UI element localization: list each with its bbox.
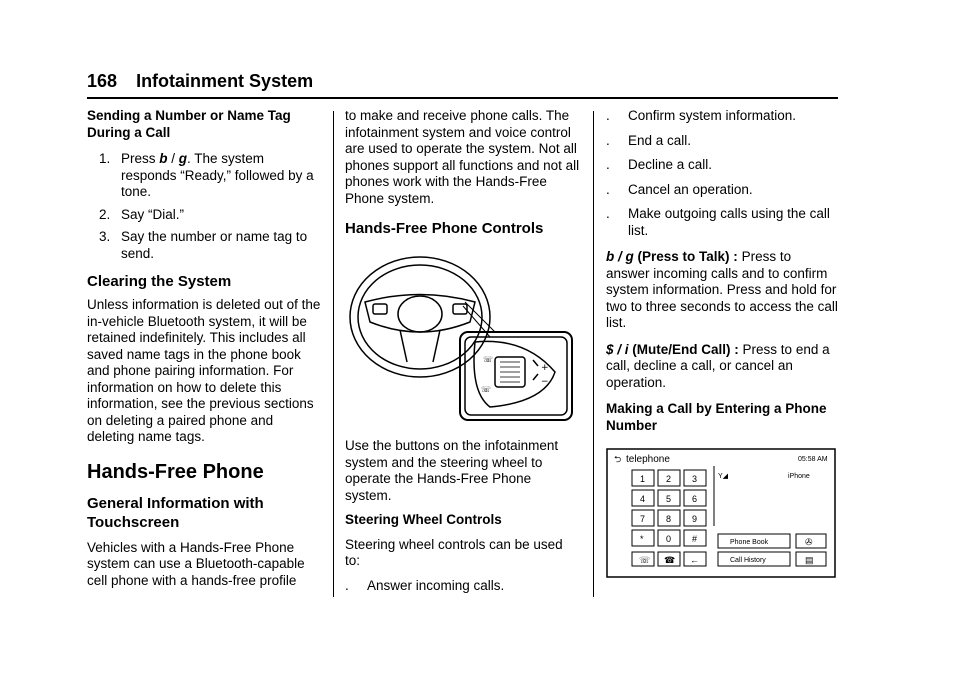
heading-controls: Hands-Free Phone Controls: [345, 220, 544, 237]
section-title: Infotainment System: [136, 71, 314, 91]
telephone-screen-illustration: [606, 448, 836, 578]
paragraph-mute-end: $ / i (Mute/End Call) : Press to end a call, decline a call, or cancel an operation.: [606, 341, 830, 390]
heading-clearing: Clearing the System: [87, 273, 232, 290]
svg-text:←: ←: [690, 555, 699, 565]
keypad-key-label: 6: [692, 494, 698, 504]
step-3: 3. Say the number or name tag to send.: [99, 229, 308, 261]
heading-general-info: General Information with Touchscreen: [87, 494, 264, 531]
steering-wheel-illustration: [345, 242, 575, 432]
keypad-key-label: 1: [640, 474, 646, 484]
page-number: 168: [87, 71, 118, 91]
step-1: 1. Press b / g. The system responds “Ready,” followed by a tone.: [99, 151, 314, 199]
list-item: . Cancel an operation.: [606, 181, 753, 197]
svg-text:+: +: [541, 363, 549, 373]
column-2: [345, 108, 580, 594]
svg-text:☏: ☏: [481, 385, 492, 394]
svg-text:✇: ✇: [805, 537, 813, 547]
svg-text:▤: ▤: [805, 555, 814, 565]
paragraph-continued: to make and receive phone calls. The infotainment system and voice control are used to operate the system. Not all phones support all functions and not all phones work with the Hands-Free Phone system.: [345, 108, 580, 206]
paragraph-use-buttons: Use the buttons on the infotainment system and the steering wheel to operate the Hands-Free Phone system.: [345, 438, 559, 503]
voice-icon: g: [178, 151, 188, 166]
list-item: . Answer incoming calls.: [345, 577, 505, 593]
column-3: [606, 108, 838, 578]
column-divider-2: [593, 111, 594, 597]
svg-text:☏: ☏: [639, 555, 651, 565]
subheading-steering-controls: Steering Wheel Controls: [345, 512, 502, 527]
keypad-key-label: 7: [640, 514, 646, 524]
keypad-key-label: *: [640, 534, 644, 544]
list-item: . Confirm system information.: [606, 108, 797, 123]
keypad-key-label: 4: [640, 494, 646, 504]
column-divider-1: [333, 111, 334, 597]
phone-name: iPhone: [788, 473, 810, 480]
phone-book-button: Phone Book: [730, 539, 769, 546]
svg-text:Y◢: Y◢: [718, 473, 729, 480]
keypad-key-label: 9: [692, 514, 698, 524]
page-header: [87, 71, 313, 92]
column-1: [87, 108, 322, 589]
paragraph-steering-controls: Steering wheel controls can be used to:: [345, 536, 563, 568]
svg-text:−: −: [541, 377, 549, 387]
header-rule: [87, 97, 838, 99]
paragraph-press-to-talk: b / g (Press to Talk) : Press to answer incoming calls and to confirm system information. Press and hold for two to three seconds to access the call list.: [606, 249, 838, 330]
step-2: 2. Say “Dial.”: [99, 206, 185, 222]
keypad-key-label: 8: [666, 514, 672, 524]
heading-hands-free-phone: Hands-Free Phone: [87, 460, 264, 483]
list-item: . End a call.: [606, 132, 692, 148]
talk-voice-icons: b / g: [606, 249, 634, 264]
subheading-sending: Sending a Number or Name Tag During a Call: [87, 108, 291, 140]
svg-text:⮌: ⮌: [614, 454, 622, 464]
call-history-button: Call History: [730, 557, 766, 564]
keypad-key-label: #: [692, 534, 698, 544]
keypad-key-label: 3: [692, 474, 698, 484]
svg-text:☎: ☎: [664, 555, 676, 565]
paragraph-general: Vehicles with a Hands-Free Phone system can use a Bluetooth-capable cell phone with a hands-free profile: [87, 539, 305, 588]
keypad-key-label: 5: [666, 494, 672, 504]
screen-time: 05:58 AM: [798, 456, 828, 463]
mute-end-icons: $ / i: [606, 341, 629, 357]
talk-icon: b: [159, 151, 168, 166]
keypad-key-label: 0: [666, 534, 672, 544]
keypad-key-label: 2: [666, 474, 672, 484]
paragraph-clearing: Unless information is deleted out of the in-vehicle Bluetooth system, it will be retained indefinitely. This includes all saved name tags in the phone book and phone pairing information. For information on how to delete this information, see the previous sections on deleting a paired phone and deleting name tags.: [87, 297, 321, 444]
svg-text:☏: ☏: [483, 355, 494, 364]
list-item: . Decline a call.: [606, 157, 713, 172]
screen-title: telephone: [626, 454, 670, 465]
list-item: . Make outgoing calls using the call list.: [606, 206, 830, 238]
subheading-making-call: Making a Call by Entering a Phone Number: [606, 401, 827, 433]
